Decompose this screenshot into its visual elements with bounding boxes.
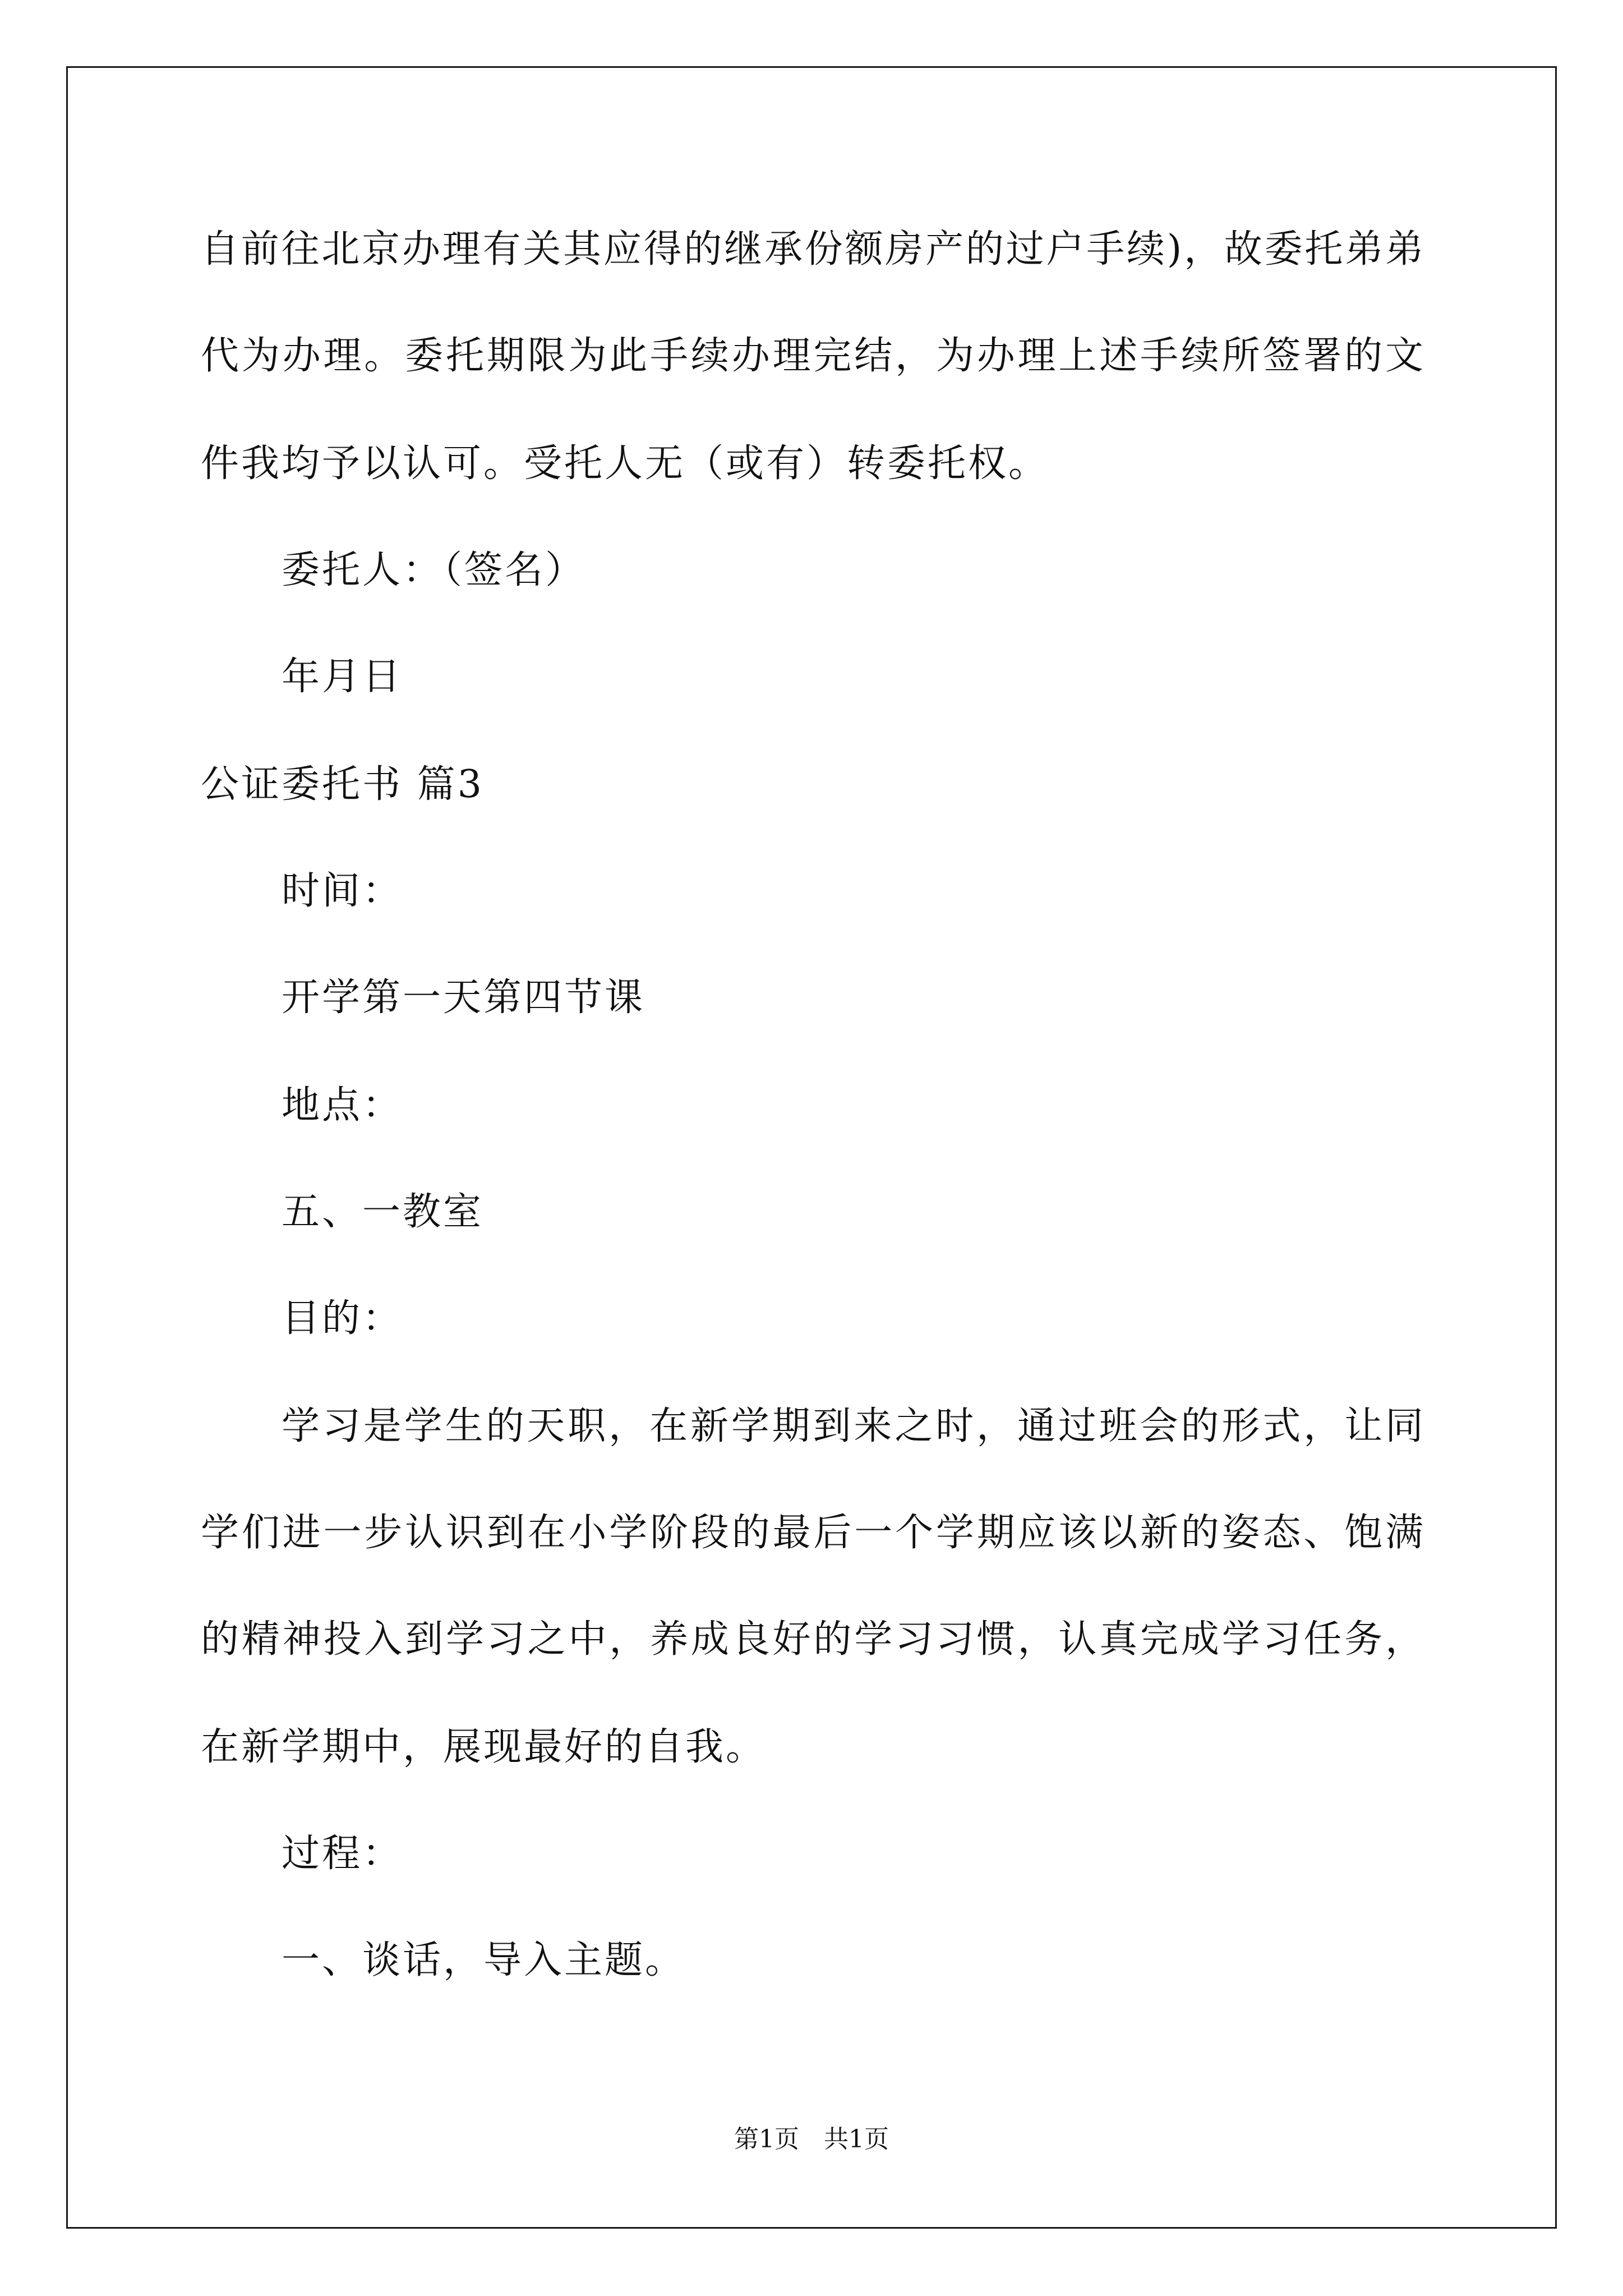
field-label-time: 时间： [282,869,403,913]
field-label-purpose: 目的： [282,1296,403,1341]
body-text-line: 代为办理。委托期限为此手续办理完结，为办理上述手续所签署的文 [201,334,1423,378]
list-item-heading: 一、谈话，导入主题。 [282,1938,686,1982]
page-footer: 第1页 共1页 [734,2125,889,2154]
signature-label: 委托人：（签名） [282,548,586,592]
field-value-location: 五、一教室 [282,1190,484,1234]
body-text-line: 件我均予以认可。受托人无（或有）转委托权。 [201,441,1049,486]
field-label-location: 地点： [282,1083,403,1128]
page-border [66,66,1557,2229]
section-heading: 公证委托书 篇3 [201,762,484,807]
body-text-line: 在新学期中，展现最好的自我。 [201,1725,767,1769]
field-value-time: 开学第一天第四节课 [282,976,645,1020]
date-label: 年月日 [282,655,403,699]
body-text-line: 的精神投入到学习之中，养成良好的学习习惯，认真完成学习任务， [201,1617,1423,1662]
body-text-line: 学习是学生的天职，在新学期到来之时，通过班会的形式，让同 [282,1404,1423,1448]
field-label-process: 过程： [282,1832,403,1876]
body-text-line: 自前往北京办理有关其应得的继承份额房产的过户手续)，故委托弟弟 [201,227,1423,272]
body-text-line: 学们进一步认识到在小学阶段的最后一个学期应该以新的姿态、饱满 [201,1511,1423,1555]
